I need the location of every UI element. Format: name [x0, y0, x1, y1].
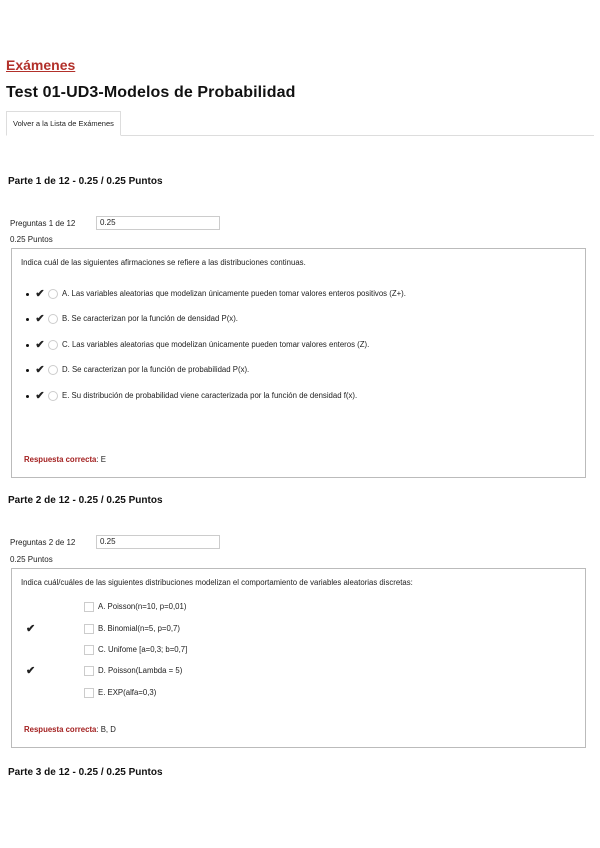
- question-1-option-a: [26, 288, 406, 300]
- checkbox[interactable]: [84, 645, 94, 655]
- part-1-heading: Parte 1 de 12 - 0.25 / 0.25 Puntos: [8, 176, 163, 187]
- radio-button[interactable]: [48, 340, 58, 350]
- question-1-correct-answer: [24, 455, 106, 464]
- check-icon: ✔: [26, 623, 36, 635]
- check-icon: ✔: [35, 339, 45, 351]
- checkbox[interactable]: [84, 666, 94, 676]
- breadcrumb-examenes[interactable]: Exámenes: [6, 57, 76, 73]
- question-2-option-a: [84, 601, 186, 613]
- option-e-text: E. Su distribución de probabilidad viene caracterizada por la función de densidad f(x).: [62, 391, 358, 401]
- question-2-option-c: [84, 644, 187, 656]
- question-1-stem: Indica cuál de las siguientes afirmaciones se refiere a las distribuciones continuas.: [21, 258, 306, 267]
- option-e-text: E. EXP(alfa=0,3): [98, 688, 157, 697]
- checkbox[interactable]: [84, 624, 94, 634]
- bullet-icon: [26, 344, 29, 347]
- radio-button[interactable]: [48, 365, 58, 375]
- option-d-text: D. Se caracterizan por la función de probabilidad P(x).: [62, 365, 250, 375]
- option-b-text: B. Binomial(n=5, p=0,7): [98, 624, 180, 633]
- radio-button[interactable]: [48, 391, 58, 401]
- back-to-exam-list-tab[interactable]: Volver a la Lista de Exámenes: [6, 111, 121, 136]
- checkbox[interactable]: [84, 602, 94, 612]
- option-c-text: C. Unifome [a=0,3; b=0,7]: [98, 645, 188, 654]
- page-title: Test 01-UD3-Modelos de Probabilidad: [6, 84, 296, 101]
- radio-button[interactable]: [48, 289, 58, 299]
- question-2-stem: Indica cuál/cuáles de las siguientes distribuciones modelizan el comportamiento de variables aleatorias discretas:: [21, 578, 413, 587]
- bullet-icon: [26, 395, 29, 398]
- question-2-points: 0.25 Puntos: [10, 555, 53, 564]
- option-b-text: B. Se caracterizan por la función de densidad P(x).: [62, 314, 238, 324]
- option-a-text: A. Las variables aleatorias que modelizan únicamente pueden tomar valores enteros positivos (Z+).: [62, 289, 406, 299]
- option-c-text: C. Las variables aleatorias que modelizan únicamente pueden tomar valores enteros (Z).: [62, 340, 370, 350]
- bullet-icon: [26, 318, 29, 321]
- check-icon: ✔: [35, 364, 45, 376]
- correct-answer-label: Respuesta correcta: [24, 455, 97, 464]
- correct-answer-label: Respuesta correcta: [24, 725, 97, 734]
- bullet-icon: [26, 369, 29, 372]
- option-a-text: A. Poisson(n=10, p=0,01): [98, 602, 187, 611]
- part-2-heading: Parte 2 de 12 - 0.25 / 0.25 Puntos: [8, 495, 163, 506]
- question-2-option-e: [84, 687, 156, 699]
- question-2-score-field[interactable]: [96, 535, 220, 549]
- check-icon: ✔: [35, 390, 45, 402]
- question-2-option-b: [84, 623, 180, 635]
- part-3-heading: Parte 3 de 12 - 0.25 / 0.25 Puntos: [8, 767, 163, 778]
- checkbox[interactable]: [84, 688, 94, 698]
- bullet-icon: [26, 293, 29, 296]
- tab-bar: [6, 111, 594, 136]
- question-1-points: 0.25 Puntos: [10, 235, 53, 244]
- question-1-option-d: [26, 364, 249, 376]
- question-1-option-c: [26, 339, 369, 351]
- option-d-text: D. Poisson(Lambda = 5): [98, 666, 183, 675]
- question-1-box: [11, 248, 586, 478]
- radio-button[interactable]: [48, 314, 58, 324]
- check-icon: ✔: [35, 313, 45, 325]
- check-icon: ✔: [35, 288, 45, 300]
- question-2-correct-answer: [24, 725, 116, 734]
- correct-answer-value: : E: [96, 455, 106, 464]
- question-1-option-e: [26, 390, 357, 402]
- check-icon: ✔: [26, 665, 36, 677]
- correct-answer-value: : B, D: [96, 725, 116, 734]
- question-1-score-field[interactable]: [96, 216, 220, 230]
- question-1-option-b: [26, 313, 238, 325]
- question-2-box: [11, 568, 586, 748]
- question-1-label: Preguntas 1 de 12: [10, 219, 76, 228]
- question-2-option-d: [84, 665, 182, 677]
- question-2-label: Preguntas 2 de 12: [10, 538, 76, 547]
